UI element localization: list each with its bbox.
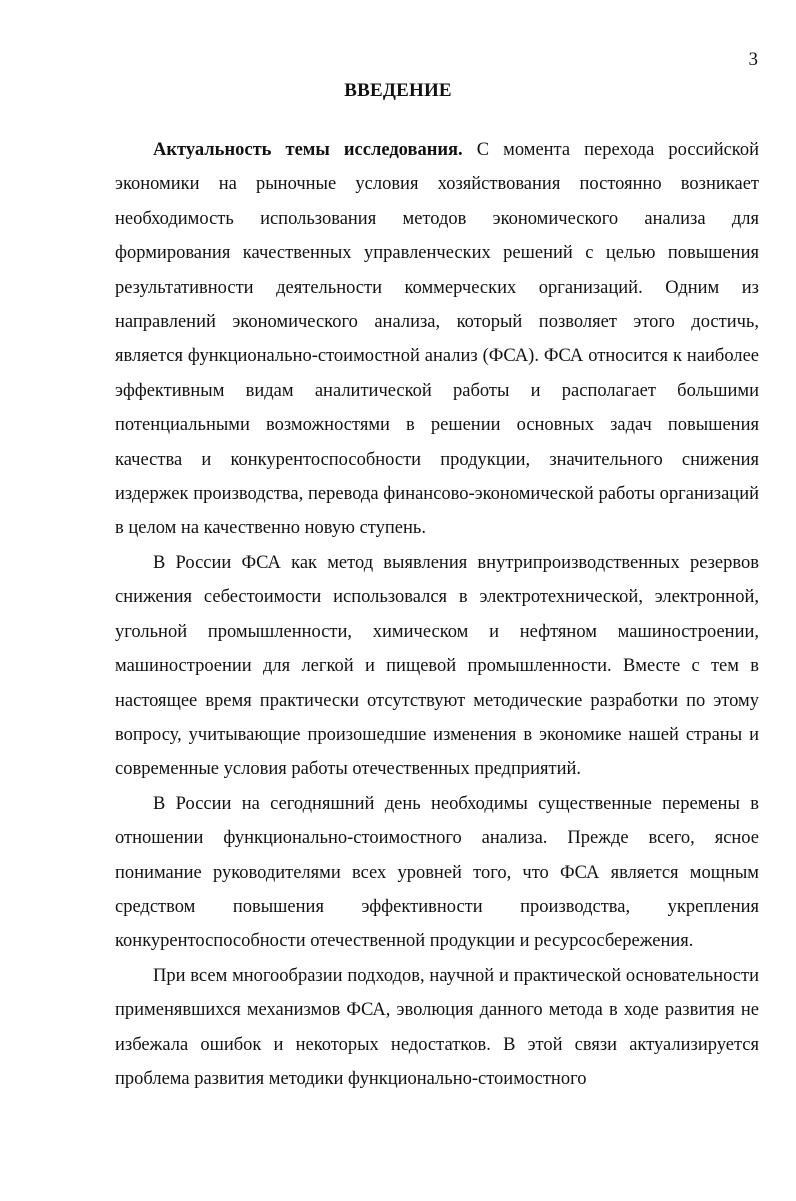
- paragraph-text: С момента перехода российской экономики на рыночные условия хозяйствования постоянно возникает необходимость использования методов экономического анализа для формирования качественных управленческих решений с целью повышения результативности деятельности коммерческих организаций. Одним из направлений экономического анализа, который позволяет этого достичь, является функционально-стоимостной анализ (ФСА). ФСА относится к наиболее эффективным видам аналитической работы и располагает большими потенциальными возможностями в решении основных задач повышения качества и конкурентоспособности продукции, значительного снижения издержек производства, перевода финансово-экономической работы организаций в целом на качественно новую ступень.: [115, 140, 760, 539]
- paragraph-evolution: При всем многообразии подходов, научной и практической основательности применявшихся механизмов ФСА, эволюция данного метода в ходе развития не избежала ошибок и некоторых недостатков. В этой связи актуализируется проблема развития методики функционально-стоимостного: [115, 965, 759, 1089]
- document-body: [115, 133, 759, 1096]
- paragraph-russia-fsa: В России ФСА как метод выявления внутрипроизводственных резервов снижения себестоимости использовался в электротехнической, электронной, угольной промышленности, химическом и нефтяном машиностроении, машиностроении для легкой и пищевой промышленности. Вместе с тем в настоящее время практически отсутствуют методические разработки по этому вопросу, учитывающие произошедшие изменения в экономике нашей страны и современные условия работы отечественных предприятий.: [115, 552, 759, 780]
- page-number: 3: [748, 49, 758, 70]
- paragraph-changes-needed: В России на сегодняшний день необходимы существенные перемены в отношении функционально-стоимостного анализа. Прежде всего, ясное понимание руководителями всех уровней того, что ФСА является мощным средством повышения эффективности производства, укрепления конкурентоспособности отечественной продукции и ресурсосбережения.: [115, 793, 759, 952]
- paragraph-lead-title: Актуальность темы исследования.: [153, 140, 463, 160]
- section-heading: ВВЕДЕНИЕ: [344, 80, 452, 101]
- paragraph-relevance: [115, 133, 759, 546]
